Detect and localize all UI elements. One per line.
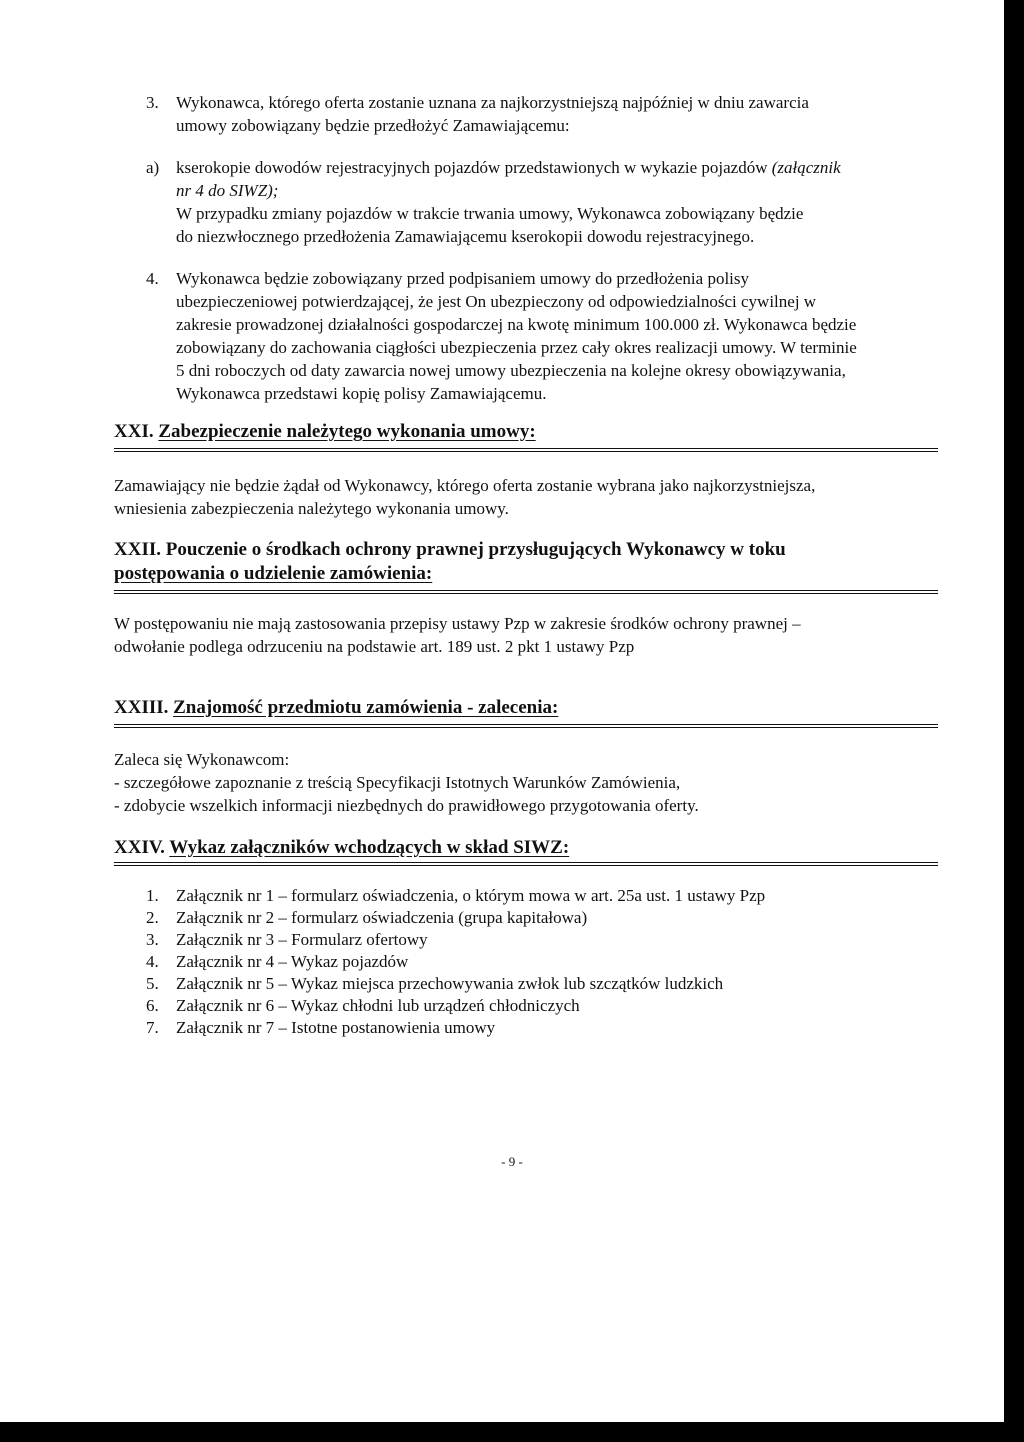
section-xxii-title-continued: postępowania o udzielenie zamówienia: — [114, 563, 433, 584]
attachment-list-item — [146, 951, 408, 973]
point-4-line: zakresie prowadzonej działalności gospodarczej na kwotę minimum 100.000 zł. Wykonawca będzie — [176, 315, 857, 334]
point-4-line: zobowiązany do zachowania ciągłości ubezpieczenia przez cały okres realizacji umowy. W terminie — [176, 338, 857, 357]
point-3-line: Wykonawca, którego oferta zostanie uznana za najkorzystniejszą najpóźniej w dniu zawarcia — [176, 93, 809, 112]
point-4-number: 4. — [146, 269, 159, 288]
section-xxi-line: wniesienia zabezpieczenia należytego wykonania umowy. — [114, 499, 509, 518]
point-3a-italic-line: nr 4 do SIWZ); — [176, 181, 279, 200]
attachment-text: Załącznik nr 3 – Formularz ofertowy — [176, 930, 428, 949]
section-xxiv-number: XXIV. — [114, 837, 165, 858]
section-divider — [114, 724, 938, 728]
attachment-text: Załącznik nr 5 – Wykaz miejsca przechowywania zwłok lub szczątków ludzkich — [176, 974, 724, 993]
attachment-list-item — [146, 907, 587, 929]
section-xxiii-number: XXIII. — [114, 697, 169, 718]
point-4-text — [176, 267, 938, 405]
section-xxii-title: Pouczenie o środkach ochrony prawnej przysługujących Wykonawcy w toku — [165, 539, 786, 560]
attachment-text: Załącznik nr 1 – formularz oświadczenia, o którym mowa w art. 25a ust. 1 ustawy Pzp — [176, 886, 766, 905]
point-3-line: umowy zobowiązany będzie przedłożyć Zamawiającemu: — [176, 116, 570, 135]
point-3a-line: W przypadku zmiany pojazdów w trakcie trwania umowy, Wykonawca zobowiązany będzie — [176, 204, 804, 223]
attachment-number: 7. — [146, 1018, 159, 1037]
section-xxiii-heading — [114, 696, 938, 720]
section-xxi-heading — [114, 420, 938, 444]
section-xxiii-line: - zdobycie wszelkich informacji niezbędnych do prawidłowego przygotowania oferty. — [114, 796, 699, 815]
point-4-line: 5 dni roboczych od daty zawarcia nowej umowy ubezpieczenia na kolejne okresy obowiązywania, — [176, 361, 846, 380]
page-number: - 9 - — [501, 1154, 523, 1169]
section-xxii-heading — [114, 538, 938, 586]
point-3-number: 3. — [146, 93, 159, 112]
point-4-line: Wykonawca będzie zobowiązany przed podpisaniem umowy do przedłożenia polisy — [176, 269, 750, 288]
section-divider — [114, 590, 938, 594]
section-xxii-title-line — [114, 538, 938, 562]
section-xxiii-line: Zaleca się Wykonawcom: — [114, 750, 290, 769]
attachment-number: 2. — [146, 908, 159, 927]
point-3a-text — [176, 156, 938, 248]
section-xxiii-title: Znajomość przedmiotu zamówienia - zalecenia: — [173, 697, 559, 718]
attachment-text: Załącznik nr 4 – Wykaz pojazdów — [176, 952, 409, 971]
attachment-number: 1. — [146, 886, 159, 905]
section-xxiii-line: - szczegółowe zapoznanie z treścią Specyfikacji Istotnych Warunków Zamówienia, — [114, 773, 681, 792]
section-xxi-body — [114, 474, 938, 520]
section-divider — [114, 862, 938, 866]
attachment-list-item — [146, 973, 723, 995]
attachment-list-item — [146, 929, 428, 951]
section-xxii-number: XXII. — [114, 539, 161, 560]
section-divider — [114, 448, 938, 452]
attachment-list-item — [146, 995, 580, 1017]
section-xxiv-heading — [114, 836, 938, 860]
point-3a-line: do niezwłocznego przedłożenia Zamawiającemu kserokopii dowodu rejestracyjnego. — [176, 227, 755, 246]
attachment-number: 6. — [146, 996, 159, 1015]
section-xxii-body — [114, 612, 938, 658]
section-xxiii-body — [114, 748, 938, 817]
attachment-text: Załącznik nr 7 – Istotne postanowienia umowy — [176, 1018, 496, 1037]
section-xxii-line: W postępowaniu nie mają zastosowania przepisy ustawy Pzp w zakresie środków ochrony prawnej – — [114, 614, 801, 633]
attachment-list-item — [146, 1017, 495, 1039]
section-xxi-number: XXI. — [114, 421, 154, 442]
point-3a-italic: (załącznik — [771, 158, 841, 177]
attachment-list-item — [146, 885, 765, 907]
section-xxi-line: Zamawiający nie będzie żądał od Wykonawcy, którego oferta zostanie wybrana jako najkorzystniejsza, — [114, 476, 816, 495]
point-3a-line — [176, 156, 938, 179]
attachment-text: Załącznik nr 2 – formularz oświadczenia (grupa kapitałowa) — [176, 908, 588, 927]
attachment-number: 5. — [146, 974, 159, 993]
section-xxii-line: odwołanie podlega odrzuceniu na podstawie art. 189 ust. 2 pkt 1 ustawy Pzp — [114, 637, 635, 656]
point-4-line: ubezpieczeniowej potwierdzającej, że jest On ubezpieczony od odpowiedzialności cywilnej w — [176, 292, 817, 311]
point-3a-marker: a) — [146, 158, 160, 177]
point-3-text — [176, 91, 938, 137]
attachment-number: 3. — [146, 930, 159, 949]
point-4-line: Wykonawca przedstawi kopię polisy Zamawiającemu. — [176, 384, 547, 403]
attachment-text: Załącznik nr 6 – Wykaz chłodni lub urządzeń chłodniczych — [176, 996, 580, 1015]
point-3a-text-start: kserokopie dowodów rejestracyjnych pojazdów przedstawionych w wykazie pojazdów — [176, 158, 772, 177]
section-xxi-title: Zabezpieczenie należytego wykonania umowy: — [158, 421, 536, 442]
section-xxiv-title: Wykaz załączników wchodzących w skład SIWZ: — [169, 837, 570, 858]
attachment-number: 4. — [146, 952, 159, 971]
